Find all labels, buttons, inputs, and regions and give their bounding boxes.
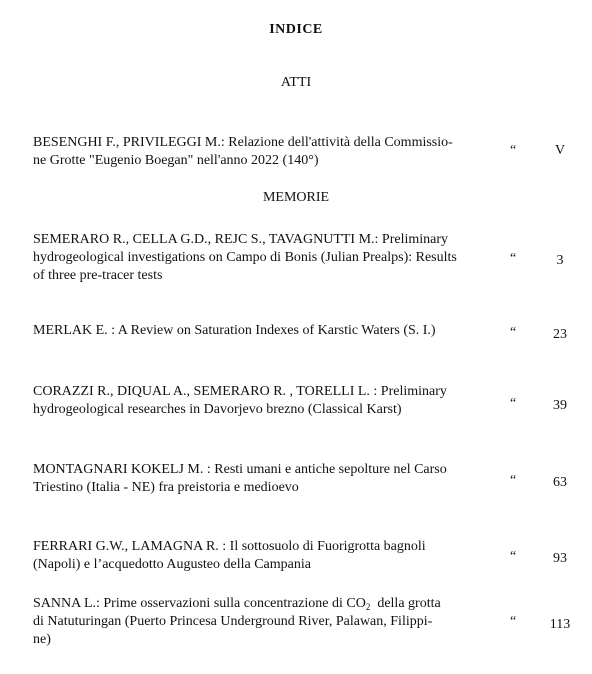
ditto-mark: “	[510, 325, 517, 340]
entry-line: MONTAGNARI KOKELJ M. : Resti umani e antiche sepolture nel Carso	[33, 462, 447, 477]
entry-line	[33, 595, 491, 613]
index-entry	[33, 461, 491, 497]
ditto-mark: “	[510, 251, 517, 266]
page-number: 93	[553, 551, 567, 566]
entry-line: (Napoli) e l’acquedotto Augusteo della Campania	[33, 557, 311, 572]
ditto-mark: “	[510, 473, 517, 488]
entry-line: CORAZZI R., DIQUAL A., SEMERARO R. , TORELLI L. : Preliminary	[33, 384, 447, 399]
ditto-mark: “	[510, 549, 517, 564]
subscript-2: 2	[365, 602, 371, 612]
entry-text: della grotta	[370, 596, 441, 611]
ditto-mark: “	[510, 143, 517, 158]
index-entry	[33, 538, 491, 574]
entry-line: Triestino (Italia - NE) fra preistoria e medioevo	[33, 480, 299, 495]
entry-line: SEMERARO R., CELLA G.D., REJC S., TAVAGNUTTI M.: Preliminary	[33, 232, 449, 247]
entry-line: ne)	[33, 632, 51, 647]
page-number: 113	[549, 617, 571, 632]
entry-line: ne Grotte "Eugenio Boegan" nell'anno 2022 (140°)	[33, 153, 319, 168]
index-entry	[33, 595, 491, 649]
index-entry	[33, 134, 491, 170]
section-heading-atti: ATTI	[280, 75, 312, 90]
page-number: 39	[553, 398, 567, 413]
page-number: 63	[553, 475, 567, 490]
page-number: 23	[553, 327, 567, 342]
entry-text: SANNA L.: Prime osservazioni sulla concentrazione di CO	[33, 596, 366, 611]
entry-line: of three pre-tracer tests	[33, 268, 163, 283]
entry-line: BESENGHI F., PRIVILEGGI M.: Relazione dell'attività della Commissio-	[33, 135, 453, 150]
ditto-mark: “	[510, 396, 517, 411]
entry-line: hydrogeological researches in Davorjevo brezno (Classical Karst)	[33, 402, 402, 417]
page-number: V	[554, 143, 566, 158]
entry-line: hydrogeological investigations on Campo di Bonis (Julian Prealps): Results	[33, 250, 457, 265]
index-entry	[33, 383, 491, 419]
entry-line: di Natuturingan (Puerto Princesa Underground River, Palawan, Filippi-	[33, 614, 433, 629]
entry-line: FERRARI G.W., LAMAGNA R. : Il sottosuolo di Fuorigrotta bagnoli	[33, 539, 426, 554]
section-heading-memorie: MEMORIE	[262, 190, 330, 205]
index-entry	[33, 231, 491, 285]
page-number: 3	[556, 253, 564, 268]
entry-line: MERLAK E. : A Review on Saturation Indexes of Karstic Waters (S. I.)	[33, 323, 436, 338]
ditto-mark: “	[510, 614, 517, 629]
index-title: INDICE	[269, 22, 323, 37]
index-entry	[33, 322, 491, 340]
